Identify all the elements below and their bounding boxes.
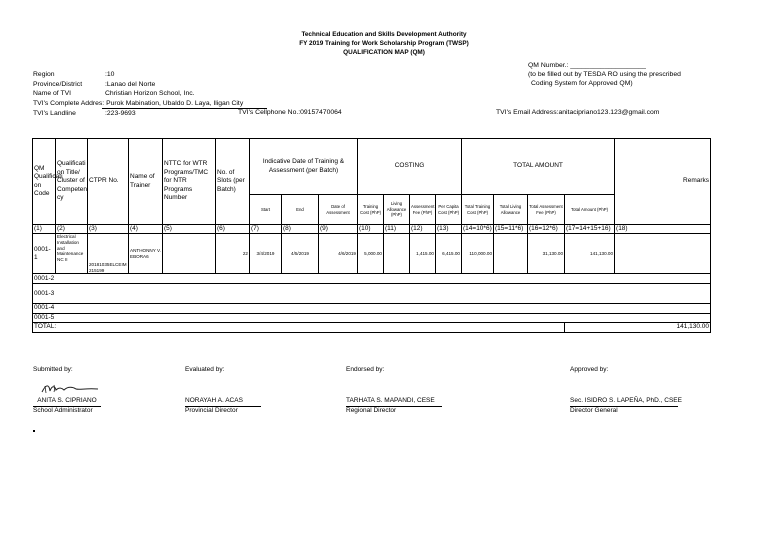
submitted-by-label: Submitted by: [33,366,73,373]
total-label: TOTAL: [33,323,565,332]
total-row [33,323,711,332]
evaluated-signatory [185,397,261,415]
cell-total-amount: 141,130.00 [565,234,615,274]
cell-code: 0001-4 [33,304,711,313]
col-number: (11) [384,225,410,234]
endorsed-signatory [346,397,442,415]
header-title: QUALIFICATION MAP (QM) [343,49,425,56]
signature-image [40,380,100,396]
cell-slots: 22 [216,234,250,274]
col-number: (12) [410,225,436,234]
col-number: (17=14+15+16) [565,225,615,234]
info-tvi-name: Name of TVI Christian Horizon School, Inc. [33,90,195,97]
info-cellphone: TVI's Cellphone No.:09157470064 [238,109,342,116]
cell-code: 0001-3 [33,284,711,304]
cell-ctpr: 20181035ELCEIM215199 [88,234,129,274]
endorsed-name: TARHATA S. MAPANDI, CESE [346,397,435,404]
info-landline: TVI's Landline :223-9693 [33,110,136,117]
th-training-cost: Training Cost (PhP) [358,195,384,225]
col-number: (15=11*6) [494,225,528,234]
th-slots: No. of Slots (per Batch) [216,139,250,225]
cell-nttc [163,234,216,274]
th-end: End [282,195,319,225]
th-assessment-fee: Assessment Fee (PhP) [410,195,436,225]
table-row [33,284,711,304]
header-agency: Technical Education and Skills Development Authority [301,31,467,38]
th-costing: COSTING [358,139,462,195]
th-qualification: Qualificati on Title/ Cluster of Competen cy [56,139,88,225]
th-nttc: NTTC for WTR Programs/TMC for NTR Programs Number [163,139,216,225]
col-number: (14=10*6) [463,225,492,232]
approved-title: Director General [570,406,678,416]
evaluated-name: NORAYAH A. ACAS [185,397,243,404]
evaluated-title: Provincial Director [185,406,261,416]
cell-total-living [494,234,528,274]
col-number: (2) [56,225,88,234]
th-qm-code: QM Qualificati on Code [33,139,56,225]
col-number: (16=12*6) [528,225,565,234]
col-number: (6) [216,225,250,234]
approved-by-label: Approved by: [570,366,609,373]
cell-assessment-date: 4/6/2019 [319,234,358,274]
submitted-signatory [33,397,101,415]
qualification-map-table [32,138,711,333]
table-row [33,274,711,284]
th-total-living: Total Living Allowance [494,195,528,225]
table-row [33,234,711,274]
th-trainer: Name of Trainer [129,139,163,225]
qm-number-block [528,61,681,88]
col-number: (13) [436,225,462,234]
approved-signatory [570,397,682,415]
qm-number-note2: Coding System for Approved QM) [531,80,633,87]
cell-code: 0001-2 [33,274,711,284]
th-total-amount-php: Total Amount (PhP) [565,195,615,225]
cell-living-allowance [384,234,410,274]
col-number: (10) [358,225,384,234]
cell-trainer: ANTHONNY V. EBORA6 [129,234,163,274]
info-province: Province/District :Lanao del Norte [33,80,156,88]
th-date-assessment: Date of Assessment [319,195,358,225]
col-number: (9) [319,225,358,234]
cell-training-cost: 5,000.00 [358,234,384,274]
cell-total-training-cost: 110,000.00 [462,234,494,274]
cell-per-capita: 6,415.00 [436,234,462,274]
col-number: (4) [129,225,163,234]
th-total-assessment: Total Assessment Fee (PhP) [528,195,565,225]
info-region: Region :10 [33,71,115,78]
table-row [33,304,711,313]
th-living-allowance: Living Allowance (PhP) [384,195,410,225]
qm-number-label: QM Number.: ____________________ [528,62,646,69]
cell-code: 0001-5 [33,313,711,322]
info-address: TVI's Complete Addres: Purok Mabination, Ubaldo D. Laya, Iligan City [33,99,267,110]
approved-name: Sec. ISIDRO S. LAPEÑA, PhD., CSEE [570,397,682,404]
cell-qualification: Electrical Installation and Maintenance NC II [56,234,88,274]
col-number: (7) [250,225,282,234]
tvi-info [33,70,267,119]
column-number-row [33,225,711,234]
col-number: (1) [33,225,56,234]
th-per-capita: Per Capita Cost (PhP) [436,195,462,225]
submitted-title: School Administrator [33,406,101,416]
th-remarks: Remarks [615,139,711,225]
col-number: (5) [163,225,216,234]
total-value: 141,130.00 [565,323,711,332]
cell-end: 4/5/2019 [282,234,319,274]
info-email: TVI's Email Address:anitacipriano123.123@gmail.com [496,109,660,116]
cell-start: 3/4/2019 [250,234,282,274]
cell-assessment-fee: 1,415.00 [410,234,436,274]
qm-number-note1: (to be filled out by TESDA RO using the prescribed [528,71,681,78]
th-start: Start [250,195,282,225]
cell-remarks [615,234,711,274]
cell-code: 0001-1 [33,234,56,274]
header-program: FY 2019 Training for Work Scholarship Program (TWSP) [299,40,469,47]
th-ctpr: CTPR No. [88,139,129,225]
col-number: (18) [615,225,711,234]
evaluated-by-label: Evaluated by: [185,366,225,373]
submitted-name: ANITA S. CIPRIANO [37,397,97,404]
table-row [33,313,711,322]
th-total-amount: TOTAL AMOUNT [462,139,615,195]
col-number: (3) [88,225,129,234]
th-total-training-cost: Total Training Cost (PhP) [462,195,494,225]
cell-total-assessment: 31,130.00 [528,234,565,274]
stray-dot [33,430,35,432]
th-indicative: Indicative Date of Training & Assessment (per Batch) [250,139,358,195]
col-number: (8) [282,225,319,234]
endorsed-title: Regional Director [346,406,442,416]
endorsed-by-label: Endorsed by: [346,366,385,373]
